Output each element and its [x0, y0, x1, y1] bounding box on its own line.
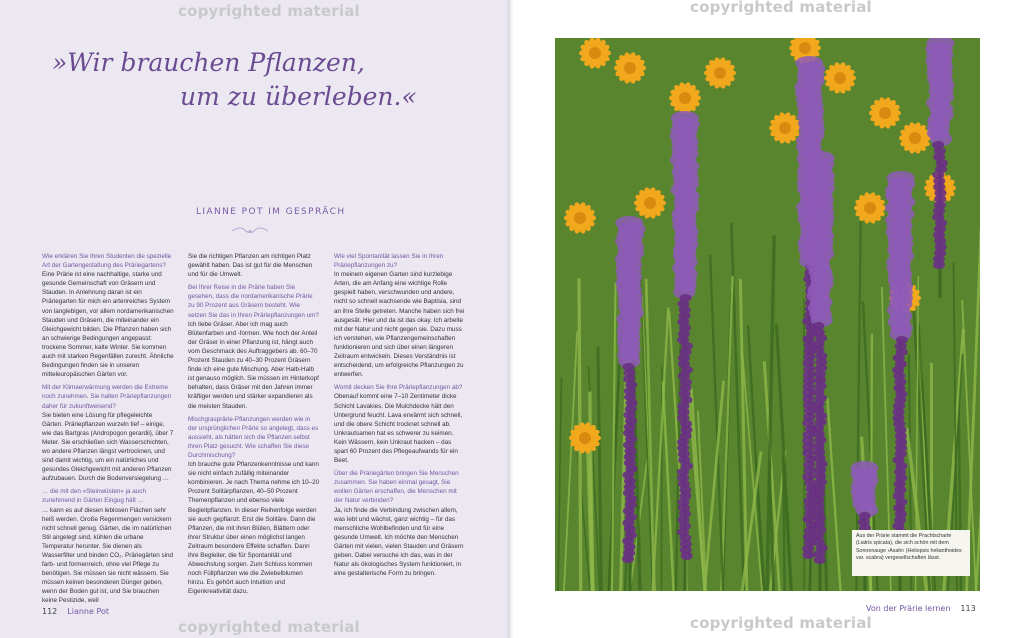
flourish-ornament-icon	[230, 225, 270, 237]
liatris-bud	[814, 556, 826, 564]
pull-quote-line-1: »Wir brauchen Pflanzen,	[52, 48, 365, 77]
liatris-bud	[933, 261, 945, 269]
flower-center	[834, 72, 846, 84]
interview-answer: Ich brauche gute Pflanzenkenntnisse und kann sie nicht einfach zufällig miteinander kombinieren. Je nach Thema nehme ich 10–20 Prozent Solitärpflanzen, 40–50 Prozent Themenpflanzen und ebenso viele Begleitpflanzen. In dieser Reihenfolge werden sie auch gepflanzt: Erst die Solitäre. Dann die Pflanzen, die mit ihren Blüten, Blättern oder ihrer Struktur über einen möglichst langen Zeitraum besondere Effekte schaffen. Dann ihre Begleiter, die für Spontanität und Abwechslung sorgen. Zum Schluss kommen noch Füllpflanzen wie die Zwiebelblumen hinzu. Es gehört auch Intuition und Eigenkreativität dazu.	[188, 461, 320, 596]
watermark-top-right: copyrighted material	[690, 0, 872, 16]
liatris-bud	[681, 552, 693, 560]
running-head-section: Von der Prärie lernen	[866, 604, 951, 613]
flower-center	[574, 212, 586, 224]
watermark-bottom-right: copyrighted material	[690, 614, 872, 632]
flower-center	[879, 107, 891, 119]
pull-quote-line-2: um zu überleben.«	[180, 82, 417, 111]
watermark-bottom-left: copyrighted material	[178, 618, 360, 636]
interview-question: Mit der Klimaerwärmung werden die Extreme noch zunehmen. Sie halten Präriepflanzungen daher für zukunftweisend?	[42, 384, 172, 410]
interview-answer: Eine Prärie ist eine nachhaltige, starke und gesunde Gemeinschaft von Gräsern und Stauden. In Anlehnung daran ist ein Präriegarten für mich ein artenreiches System von langlebigen, vor allem nordamerikanischen Stauden und Gräsern, die miteinander ein Gleichgewicht bilden. Die Pflanzen haben sich an schwierige Bedingungen angepasst: trockene Sommer, kalte Winter. Sie kommen auch mit starken Regenfällen zurecht. Ähnliche Bedingungen finden sie in unseren mitteleuropäischen Gärten vor.	[42, 271, 174, 379]
flower-center	[644, 197, 656, 209]
photo-illustration	[555, 38, 980, 591]
flower-center	[779, 122, 791, 134]
text-column-3	[334, 252, 466, 578]
interview-question: Mischgrasprärie-Pflanzungen werden wie in der ursprünglichen Prärie so angelegt, dass es aussieht, als hätten sich die Pflanzen selbst ihren Platz gesucht. Wie schaffen Sie diese Durchmischung?	[188, 415, 319, 459]
interview-question: Bei Ihrer Reise in die Prärie haben Sie gesehen, dass die nordamerikanische Prärie zu 90 Prozent aus Gräsern besteht. Wie setzen Sie das in Ihren Präriepflanzungen um?	[188, 284, 319, 319]
flower-center	[579, 432, 591, 444]
flower-center	[589, 47, 601, 59]
interview-question: Wie erklären Sie Ihren Studenten die spezielle Art der Gartengestaltung des Präriegartens?	[42, 253, 172, 270]
interview-question: Über die Präriegärten bringen Sie Menschen zusammen. Sie haben einmal gesagt, Sie wollen Gärten erschaffen, die Menschen mit der Natur verbinden?	[334, 470, 459, 505]
page-number-right: 113	[960, 604, 976, 613]
interview-question: … die mit den »Steinwüsten« ja auch zunehmend in Gärten Eingug hält …	[42, 488, 146, 505]
grass-blade	[783, 457, 784, 591]
interview-answer: Obenauf kommt eine 7–10 Zentimeter dicke Schicht Lavakies. Die Mulchdecke hält den Untergrund feucht. Lava erwärmt sich schnell, und die obere Schicht trocknet schnell ab. Unkrautsamen hat es schwerer zu keimen. Kein Wässern, kein Unkraut hacken – das spart 60 Prozent des Pflegeaufwands für ein Beet.	[334, 393, 463, 465]
interview-answer: Ich liebe Gräser. Aber ich mag auch Blütenfarben und -formen. Wie hoch der Anteil der Gräser in einer Pflanzung ist, hängt auch vom Geschmack des Auftraggebers ab. 60–70 Prozent Stauden zu 40–30 Prozent Gräsern finde ich eine gute Mischung. Aber Halb-Halb ist genauso möglich. Sie müssen im Hinterkopf behalten, dass Gräser mit den Jahren immer kräftiger werden und stärker expandieren als die meisten Stauden.	[188, 320, 319, 410]
folio-right	[866, 604, 976, 613]
interview-answer: In meinem eigenen Garten sind kurzlebige Arten, die am Anfang eine wichtige Rolle gespielt haben, verschwunden und andere, nicht so schnell wachsende wie Baptisia, sind an ihre Stelle getreten. Manche haben sich frei ausgesät. Hier und da ist das okay. Ich arbeite mit der Natur und nicht gegen sie. Dazu muss ich verstehen, wie Pflanzengemeinschaften funktionieren und sich über einen längeren Zeitraum entwickeln. Dieses Verständnis ist entscheidend, um erfolgreiche Pflanzungen zu entwerfen.	[334, 271, 465, 379]
flower-center	[679, 92, 691, 104]
flower-center	[909, 132, 921, 144]
interview-question: Womit decken Sie Ihre Präriepflanzungen ab?	[334, 384, 463, 392]
liatris-bud	[802, 551, 814, 559]
text-column-1	[42, 252, 174, 606]
photo-caption: Aus der Prärie stammt die Prachtscharte (Liatris spicata), die sich schön mit dem Sonnenauge ›Asahi‹ (Heliopsis helianthoides var. scabra) vergesellschaften lässt.	[852, 530, 970, 576]
flower-center	[714, 67, 726, 79]
text-column-2	[188, 252, 320, 596]
interview-answer: Ja, ich finde die Verbindung zwischen allem, was lebt und wächst, ganz wichtig – für das menschliche Wohlbefinden und für eine gesunde Umwelt. Ich möchte den Menschen Gärten mit vielen, vielen Stauden und Gräsern geben. Dabei versuche ich das, was in der Natur als ökologisches System funktioniert, in eine gestalterische Form zu bringen.	[334, 506, 464, 578]
liatris-photo	[555, 38, 980, 591]
book-gutter	[506, 0, 514, 638]
liatris-bud	[622, 555, 634, 563]
folio-left	[42, 607, 109, 616]
section-label: LIANNE POT IM GESPRÄCH	[196, 207, 346, 217]
watermark-top-left: copyrighted material	[178, 2, 360, 20]
flower-center	[624, 62, 636, 74]
flower-center	[864, 202, 876, 214]
page-number-left: 112	[42, 607, 58, 616]
interview-answer: Sie die richtigen Pflanzen am richtigen Platz gewählt haben. Das ist gut für die Menschen und für die Umwelt.	[188, 253, 313, 279]
flower-center	[799, 42, 811, 54]
interview-question: Wie viel Spontanität lassen Sie in Ihren Präriepflanzungen zu?	[334, 253, 444, 270]
interview-answer: … kann es auf diesen leblosen Flächen sehr heiß werden. Große Regenmengen versickern nicht schnell genug. Gärten, die im natürlichen Stil angelegt sind, kühlen die urbane Temperatur herunter. Sie dienen als Wasserfilter und binden CO₂. Präriegärten sind farb- und formenreich, ohne viel Pflege zu benötigen. Sie müssen sie nicht wässern. Sie müssen keinen besonderen Dünger geben, wenn der Boden gut ist, und Sie brauchen keine Pestizide, weil	[42, 506, 174, 605]
interview-answer: Sie bieten eine Lösung für pflegeleichte Gärten. Präriepflanzen wurzeln tief – einige, wie das Bartgras (Andropogon gerardii), über 7 Meter. Sie erschließen sich Wasserschichten, wo andere Pflanzen längst vertrocknen, und sind damit wichtig, um ein natürliches und gesundes Gleichgewicht mit anderen Pflanzen aufzubauen. Durch die Bodenversiegelung …	[42, 411, 174, 483]
running-head-author: Lianne Pot	[67, 607, 110, 616]
